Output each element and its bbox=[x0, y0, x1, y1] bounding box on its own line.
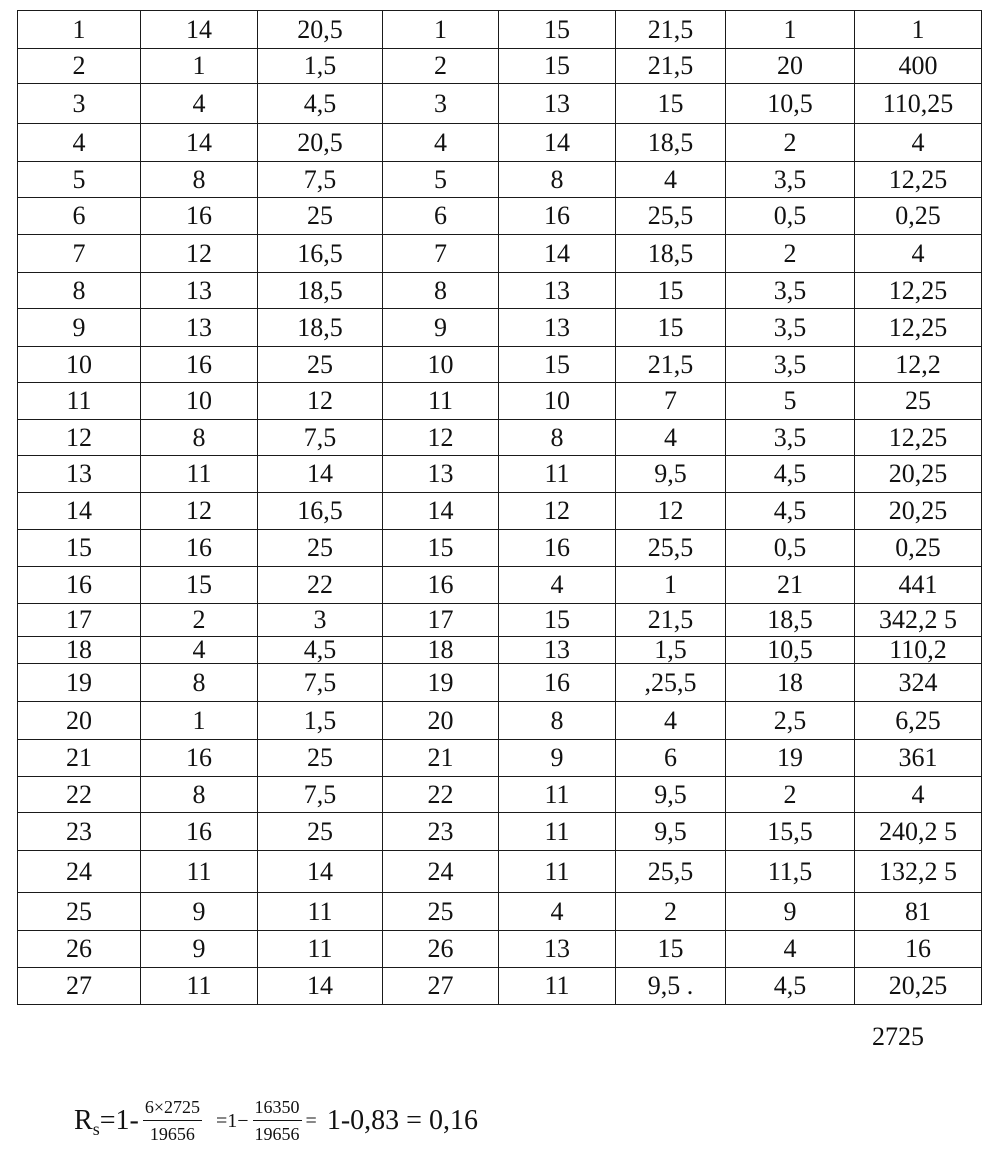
table-cell: 8 bbox=[499, 162, 616, 198]
table-cell: 2 bbox=[18, 49, 141, 84]
table-cell: 14 bbox=[258, 851, 383, 893]
table-row bbox=[18, 493, 982, 530]
table-cell: 4 bbox=[141, 84, 258, 124]
table-cell: 8 bbox=[141, 664, 258, 702]
table-cell: 16 bbox=[141, 198, 258, 235]
formula-lhs: R bbox=[74, 1105, 93, 1136]
table-cell: 19 bbox=[18, 664, 141, 702]
table-row bbox=[18, 931, 982, 968]
table-cell: 8 bbox=[18, 273, 141, 309]
table-cell: 12 bbox=[141, 493, 258, 530]
table-cell: 13 bbox=[383, 456, 499, 493]
table-cell: 132,2 5 bbox=[855, 851, 982, 893]
table-cell: 8 bbox=[499, 420, 616, 456]
table-cell: 12,25 bbox=[855, 420, 982, 456]
table-cell: 9,5 bbox=[616, 813, 726, 851]
table-cell: 2 bbox=[141, 604, 258, 637]
table-cell: 11 bbox=[499, 851, 616, 893]
table-cell: 6 bbox=[616, 740, 726, 777]
table-cell: 25,5 bbox=[616, 198, 726, 235]
table-row bbox=[18, 11, 982, 49]
fraction-1-numerator: 6×2725 bbox=[143, 1097, 202, 1121]
table-cell: 20 bbox=[383, 702, 499, 740]
table-cell: 15 bbox=[616, 309, 726, 347]
table-cell: 26 bbox=[383, 931, 499, 968]
table-cell: 8 bbox=[141, 420, 258, 456]
table-cell: 25 bbox=[258, 530, 383, 567]
table-cell: 9 bbox=[499, 740, 616, 777]
table-cell: 5 bbox=[726, 383, 855, 420]
formula-fraction-1 bbox=[143, 1097, 202, 1145]
table-cell: 1 bbox=[726, 11, 855, 49]
table-cell: 27 bbox=[18, 968, 141, 1005]
table-cell: 4 bbox=[616, 420, 726, 456]
table-cell: 22 bbox=[383, 777, 499, 813]
table-cell: 21,5 bbox=[616, 347, 726, 383]
table-cell: 7,5 bbox=[258, 777, 383, 813]
table-cell: 14 bbox=[141, 11, 258, 49]
table-cell: 16 bbox=[855, 931, 982, 968]
table-cell: 18,5 bbox=[258, 309, 383, 347]
table-cell: ,25,5 bbox=[616, 664, 726, 702]
table-cell: 25,5 bbox=[616, 851, 726, 893]
table-cell: 10 bbox=[141, 383, 258, 420]
table-cell: 11 bbox=[499, 777, 616, 813]
table-cell: 11 bbox=[18, 383, 141, 420]
table-cell: 15 bbox=[499, 604, 616, 637]
table-cell: 361 bbox=[855, 740, 982, 777]
table-cell: 6 bbox=[383, 198, 499, 235]
rank-table-body bbox=[18, 11, 982, 1005]
table-cell: 4 bbox=[141, 637, 258, 664]
table-cell: 25 bbox=[383, 893, 499, 931]
table-cell: 4 bbox=[616, 162, 726, 198]
table-cell: 324 bbox=[855, 664, 982, 702]
table-cell: 22 bbox=[258, 567, 383, 604]
table-cell: 20,5 bbox=[258, 11, 383, 49]
table-cell: 15 bbox=[18, 530, 141, 567]
table-cell: 4 bbox=[616, 702, 726, 740]
table-cell: 9 bbox=[18, 309, 141, 347]
table-cell: 10 bbox=[18, 347, 141, 383]
table-row bbox=[18, 851, 982, 893]
table-cell: 12 bbox=[383, 420, 499, 456]
table-cell: 25 bbox=[258, 347, 383, 383]
table-row bbox=[18, 813, 982, 851]
table-cell: 25 bbox=[258, 740, 383, 777]
table-row bbox=[18, 702, 982, 740]
table-cell: 11 bbox=[141, 968, 258, 1005]
table-row bbox=[18, 968, 982, 1005]
table-cell: 0,25 bbox=[855, 198, 982, 235]
table-cell: 20,5 bbox=[258, 124, 383, 162]
table-cell: 13 bbox=[499, 309, 616, 347]
table-cell: 16 bbox=[499, 530, 616, 567]
table-cell: 11 bbox=[499, 456, 616, 493]
table-cell: 16 bbox=[499, 198, 616, 235]
table-cell: 4 bbox=[855, 777, 982, 813]
table-cell: 19 bbox=[383, 664, 499, 702]
table-cell: 0,25 bbox=[855, 530, 982, 567]
table-cell: 4 bbox=[855, 124, 982, 162]
table-cell: 21,5 bbox=[616, 604, 726, 637]
table-cell: 8 bbox=[383, 273, 499, 309]
table-row bbox=[18, 530, 982, 567]
table-row bbox=[18, 664, 982, 702]
table-cell: 10 bbox=[499, 383, 616, 420]
table-row bbox=[18, 124, 982, 162]
table-cell: 0,5 bbox=[726, 530, 855, 567]
formula-eq2: =1− bbox=[215, 1109, 249, 1132]
table-cell: 20,25 bbox=[855, 968, 982, 1005]
table-cell: 18,5 bbox=[616, 124, 726, 162]
table-cell: 18,5 bbox=[616, 235, 726, 273]
table-cell: 20 bbox=[726, 49, 855, 84]
table-cell: 3,5 bbox=[726, 273, 855, 309]
table-cell: 2 bbox=[726, 777, 855, 813]
table-cell: 5 bbox=[383, 162, 499, 198]
formula-lhs-subscript: s bbox=[92, 1118, 100, 1139]
table-cell: 3,5 bbox=[726, 309, 855, 347]
table-cell: 7 bbox=[383, 235, 499, 273]
table-cell: 13 bbox=[141, 309, 258, 347]
table-cell: 441 bbox=[855, 567, 982, 604]
table-cell: 1,5 bbox=[616, 637, 726, 664]
table-cell: 20 bbox=[18, 702, 141, 740]
table-cell: 3 bbox=[383, 84, 499, 124]
table-row bbox=[18, 347, 982, 383]
table-cell: 18,5 bbox=[726, 604, 855, 637]
table-cell: 8 bbox=[141, 162, 258, 198]
table-cell: 18,5 bbox=[258, 273, 383, 309]
table-cell: 2 bbox=[383, 49, 499, 84]
table-cell: 21 bbox=[383, 740, 499, 777]
table-cell: 240,2 5 bbox=[855, 813, 982, 851]
table-cell: 15 bbox=[616, 84, 726, 124]
table-cell: 12,25 bbox=[855, 273, 982, 309]
table-row bbox=[18, 49, 982, 84]
table-cell: 14 bbox=[18, 493, 141, 530]
table-row bbox=[18, 637, 982, 664]
table-cell: 14 bbox=[499, 124, 616, 162]
table-cell: 1 bbox=[141, 702, 258, 740]
fraction-2-denominator: 19656 bbox=[254, 1124, 300, 1144]
table-cell: 9,5 bbox=[616, 456, 726, 493]
table-cell: 14 bbox=[258, 968, 383, 1005]
table-row bbox=[18, 420, 982, 456]
table-cell: 21,5 bbox=[616, 11, 726, 49]
table-cell: 22 bbox=[18, 777, 141, 813]
table-cell: 11 bbox=[141, 456, 258, 493]
table-cell: 4 bbox=[726, 931, 855, 968]
table-cell: 4,5 bbox=[726, 968, 855, 1005]
d-squared-total: 2725 bbox=[872, 1022, 924, 1051]
table-cell: 0,5 bbox=[726, 198, 855, 235]
table-cell: 14 bbox=[258, 456, 383, 493]
table-cell: 11 bbox=[499, 813, 616, 851]
table-row bbox=[18, 198, 982, 235]
table-cell: 16 bbox=[141, 530, 258, 567]
table-cell: 24 bbox=[18, 851, 141, 893]
table-cell: 18 bbox=[726, 664, 855, 702]
table-cell: 9 bbox=[726, 893, 855, 931]
table-cell: 12,25 bbox=[855, 162, 982, 198]
table-cell: 16,5 bbox=[258, 235, 383, 273]
table-cell: 9 bbox=[141, 893, 258, 931]
table-cell: 25 bbox=[18, 893, 141, 931]
table-cell: 10,5 bbox=[726, 84, 855, 124]
table-cell: 18 bbox=[18, 637, 141, 664]
formula-result: 1-0,83 = 0,16 bbox=[326, 1105, 478, 1136]
table-cell: 8 bbox=[499, 702, 616, 740]
table-cell: 12,25 bbox=[855, 309, 982, 347]
table-cell: 7 bbox=[18, 235, 141, 273]
table-cell: 17 bbox=[383, 604, 499, 637]
table-cell: 12 bbox=[616, 493, 726, 530]
table-cell: 25 bbox=[258, 198, 383, 235]
table-cell: 10,5 bbox=[726, 637, 855, 664]
table-row bbox=[18, 777, 982, 813]
table-cell: 4,5 bbox=[258, 637, 383, 664]
table-cell: 81 bbox=[855, 893, 982, 931]
formula-eq3: = bbox=[305, 1109, 317, 1132]
table-cell: 13 bbox=[499, 931, 616, 968]
table-cell: 12 bbox=[18, 420, 141, 456]
table-cell: 3,5 bbox=[726, 162, 855, 198]
table-cell: 14 bbox=[141, 124, 258, 162]
table-cell: 9 bbox=[383, 309, 499, 347]
table-cell: 14 bbox=[383, 493, 499, 530]
table-cell: 13 bbox=[499, 273, 616, 309]
table-cell: 4 bbox=[18, 124, 141, 162]
table-cell: 15 bbox=[383, 530, 499, 567]
table-cell: 4,5 bbox=[258, 84, 383, 124]
table-cell: 16 bbox=[141, 740, 258, 777]
table-cell: 4 bbox=[855, 235, 982, 273]
table-cell: 12,2 bbox=[855, 347, 982, 383]
table-cell: 1 bbox=[18, 11, 141, 49]
table-cell: 15,5 bbox=[726, 813, 855, 851]
table-cell: 13 bbox=[499, 84, 616, 124]
table-cell: 25 bbox=[855, 383, 982, 420]
table-row bbox=[18, 84, 982, 124]
table-cell: 12 bbox=[141, 235, 258, 273]
formula-eq1: =1- bbox=[99, 1105, 139, 1136]
table-row bbox=[18, 604, 982, 637]
table-row bbox=[18, 456, 982, 493]
table-cell: 2 bbox=[726, 124, 855, 162]
table-cell: 27 bbox=[383, 968, 499, 1005]
table-cell: 6 bbox=[18, 198, 141, 235]
table-cell: 19 bbox=[726, 740, 855, 777]
table-cell: 25,5 bbox=[616, 530, 726, 567]
table-cell: 11 bbox=[258, 893, 383, 931]
table-row bbox=[18, 567, 982, 604]
fraction-1-denominator: 19656 bbox=[149, 1124, 195, 1144]
table-cell: 3,5 bbox=[726, 347, 855, 383]
table-cell: 1 bbox=[141, 49, 258, 84]
table-cell: 2 bbox=[616, 893, 726, 931]
table-cell: 21,5 bbox=[616, 49, 726, 84]
table-cell: 3 bbox=[18, 84, 141, 124]
table-cell: 11,5 bbox=[726, 851, 855, 893]
table-cell: 7,5 bbox=[258, 420, 383, 456]
table-cell: 15 bbox=[499, 49, 616, 84]
table-cell: 8 bbox=[141, 777, 258, 813]
table-cell: 5 bbox=[18, 162, 141, 198]
table-cell: 15 bbox=[616, 273, 726, 309]
table-cell: 16 bbox=[18, 567, 141, 604]
table-cell: 9,5 bbox=[616, 777, 726, 813]
table-cell: 7,5 bbox=[258, 664, 383, 702]
table-row bbox=[18, 740, 982, 777]
table-cell: 342,2 5 bbox=[855, 604, 982, 637]
table-cell: 4 bbox=[499, 567, 616, 604]
table-cell: 15 bbox=[616, 931, 726, 968]
table-cell: 110,2 bbox=[855, 637, 982, 664]
table-cell: 1 bbox=[383, 11, 499, 49]
table-cell: 4 bbox=[383, 124, 499, 162]
table-cell: 21 bbox=[726, 567, 855, 604]
table-cell: 24 bbox=[383, 851, 499, 893]
table-cell: 15 bbox=[141, 567, 258, 604]
table-cell: 1,5 bbox=[258, 702, 383, 740]
table-cell: 23 bbox=[18, 813, 141, 851]
table-row bbox=[18, 309, 982, 347]
table-cell: 14 bbox=[499, 235, 616, 273]
table-cell: 15 bbox=[499, 347, 616, 383]
table-cell: 4,5 bbox=[726, 456, 855, 493]
spearman-formula bbox=[74, 1086, 478, 1156]
table-cell: 10 bbox=[383, 347, 499, 383]
table-cell: 1,5 bbox=[258, 49, 383, 84]
table-cell: 16 bbox=[383, 567, 499, 604]
table-cell: 2,5 bbox=[726, 702, 855, 740]
table-cell: 13 bbox=[141, 273, 258, 309]
table-cell: 23 bbox=[383, 813, 499, 851]
table-cell: 1 bbox=[855, 11, 982, 49]
table-cell: 4 bbox=[499, 893, 616, 931]
table-row bbox=[18, 235, 982, 273]
table-cell: 16 bbox=[141, 347, 258, 383]
table-cell: 1 bbox=[616, 567, 726, 604]
table-cell: 6,25 bbox=[855, 702, 982, 740]
table-cell: 2 bbox=[726, 235, 855, 273]
table-cell: 7,5 bbox=[258, 162, 383, 198]
table-cell: 4,5 bbox=[726, 493, 855, 530]
table-cell: 18 bbox=[383, 637, 499, 664]
table-cell: 110,25 bbox=[855, 84, 982, 124]
table-cell: 9,5 . bbox=[616, 968, 726, 1005]
table-cell: 16 bbox=[499, 664, 616, 702]
table-row bbox=[18, 273, 982, 309]
table-cell: 400 bbox=[855, 49, 982, 84]
table-cell: 12 bbox=[258, 383, 383, 420]
table-cell: 13 bbox=[18, 456, 141, 493]
table-cell: 11 bbox=[258, 931, 383, 968]
table-cell: 3 bbox=[258, 604, 383, 637]
table-cell: 3,5 bbox=[726, 420, 855, 456]
table-cell: 21 bbox=[18, 740, 141, 777]
fraction-2-numerator: 16350 bbox=[253, 1097, 302, 1121]
table-cell: 12 bbox=[499, 493, 616, 530]
table-cell: 11 bbox=[141, 851, 258, 893]
table-cell: 11 bbox=[499, 968, 616, 1005]
table-cell: 26 bbox=[18, 931, 141, 968]
rank-table bbox=[17, 10, 982, 1005]
table-cell: 15 bbox=[499, 11, 616, 49]
table-cell: 20,25 bbox=[855, 493, 982, 530]
table-row bbox=[18, 162, 982, 198]
table-cell: 16,5 bbox=[258, 493, 383, 530]
table-row bbox=[18, 383, 982, 420]
table-cell: 25 bbox=[258, 813, 383, 851]
table-cell: 9 bbox=[141, 931, 258, 968]
table-cell: 20,25 bbox=[855, 456, 982, 493]
table-cell: 13 bbox=[499, 637, 616, 664]
table-cell: 11 bbox=[383, 383, 499, 420]
formula-fraction-2 bbox=[253, 1097, 302, 1145]
table-row bbox=[18, 893, 982, 931]
table-cell: 16 bbox=[141, 813, 258, 851]
table-cell: 17 bbox=[18, 604, 141, 637]
table-cell: 7 bbox=[616, 383, 726, 420]
